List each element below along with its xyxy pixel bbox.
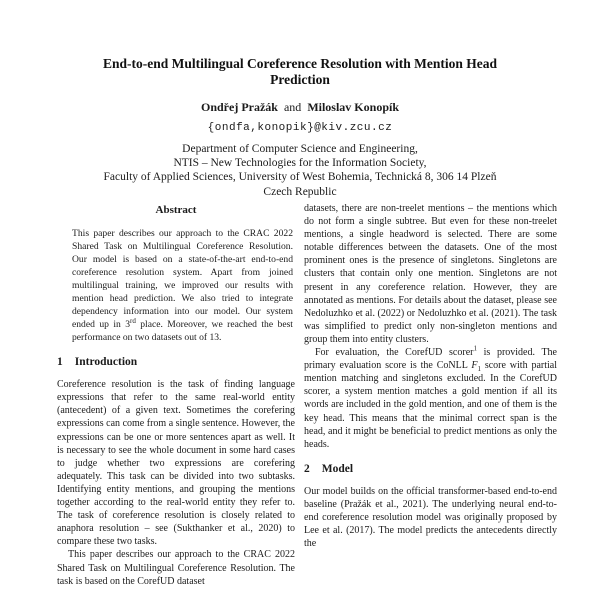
section-1-heading (57, 356, 295, 369)
author-conjunction: and (283, 100, 302, 114)
section-2-heading (304, 463, 557, 476)
evaluation-paragraph (304, 346, 557, 451)
affiliation-block (0, 142, 600, 199)
section-1-title: Introduction (74, 356, 138, 369)
affiliation-line-faculty: Faculty of Applied Sciences, University of West Bohemia, Technická 8, 306 14 Plzeň (103, 171, 497, 184)
paper-header (0, 0, 600, 199)
author-first: Ondřej Pražák (200, 100, 278, 114)
evaluation-text-part-1: For evaluation, the CorefUD scorer (315, 347, 474, 359)
continuation-paragraph: datasets, there are non-treelet mentions – the mentions which do not form a single subtree. But even for these non-treelet mentions, a single headword is selected. There are some notable differences between the datasets. One of the most prominent ones is the presence of singletons. Singletons are clusters that contain only one mention. Singletons are not present in any coreference relation. However, they are annotated as mentions. For details about the dataset, please see Nedoluzhko et al. (2022) or Nedoluzhko et al. (2021). The task was simplified to predict only non-singleton mentions and group them into entity clusters. (304, 203, 557, 345)
f1-metric-letter: F (471, 360, 478, 372)
affiliation-line-ntis: NTIS – New Technologies for the Information Society, (173, 157, 427, 170)
section-1-number: 1 (57, 356, 63, 369)
author-second: Miloslav Konopík (307, 100, 399, 114)
evaluation-text-part-2: is provided. The primary evaluation score is the CoNLL (304, 347, 557, 372)
left-column (57, 202, 295, 600)
abstract-heading: Abstract (155, 204, 197, 216)
affiliation-line-country: Czech Republic (263, 185, 337, 198)
model-paragraph-1: Our model builds on the official transformer-based end-to-end baseline (Pražák et al., 2021). The underlying neural end-to-end coreference resolution model was originally proposed by Lee et al. (2017). The model predicts the antecedents directly the (304, 485, 557, 550)
abstract-text-after-sup: place. Moreover, we reached the best performance on two datasets out of 13. (72, 319, 293, 344)
footnote-marker: 1 (473, 344, 477, 353)
introduction-paragraph-2: This paper describes our approach to the CRAC 2022 Shared Task on Multilingual Coreference Resolution. The task is based on the CorefUD dataset (57, 549, 295, 587)
f1-metric-subscript: 1 (477, 365, 481, 374)
section-2-title: Model (321, 462, 354, 475)
abstract-text (72, 227, 293, 344)
introduction-paragraph-1: Coreference resolution is the task of finding language expressions that refer to the same real-world entity (antecedent) of a given text. Sometimes the corefering expressions can come from a single sentence. However, the expressions can be one or more sentences apart as well. It is necessary to see the whole document in some hard cases to judge whether two expressions are corefering adequately. This task can be divided into two subtasks. Identifying entity mentions, and grouping the mentions together according to the real-world entity they refer to. The task of coreference resolution is closely related to anaphora resolution – see (Sukthanker et al., 2020) to compare these two tasks. (57, 379, 295, 548)
ordinal-superscript: rd (130, 316, 136, 325)
authors-line (0, 100, 600, 115)
right-column (304, 202, 557, 600)
section-2-number: 2 (304, 462, 310, 475)
abstract-text-before-sup: This paper describes our approach to the CRAC 2022 Shared Task on Multilingual Coreference Resolution. Our model is based on a state-of-the-art end-to-end coreference resolution system. Apart from joined multilingual training, we improved our results with mention head prediction. We also tried to integrate dependency information into our model. Our system ended up in 3 (72, 228, 293, 331)
evaluation-text-part-3: score with partial mention matching and singletons excluded. In the CorefUD scorer, a system mention matches a gold mention if all its words are included in the gold mention, and one of them is the key head. This means that the minimal correct span is the head, and it might be beneficial to predict mentions as only the heads. (304, 360, 557, 450)
email-line: {ondfa,konopik}@kiv.zcu.cz (207, 122, 393, 134)
paper-title: End-to-end Multilingual Coreference Resolution with Mention Head Prediction (103, 56, 497, 87)
affiliation-line-department: Department of Computer Science and Engineering, (182, 143, 418, 155)
